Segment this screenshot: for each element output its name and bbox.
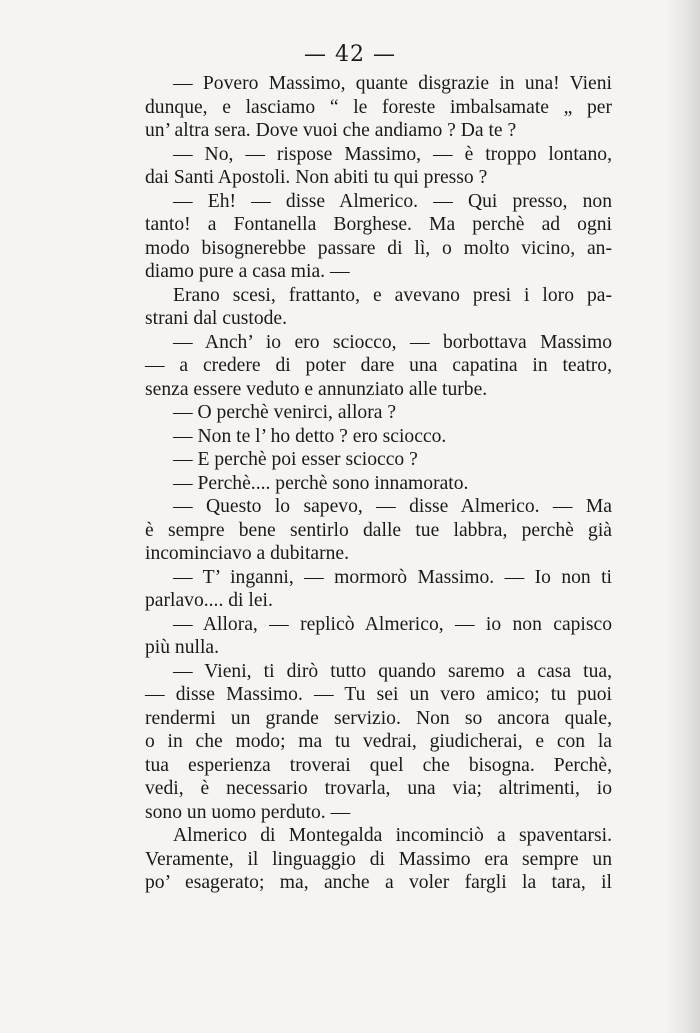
text-line: — Questo lo sapevo, — disse Almerico. — Ma <box>173 496 612 517</box>
text-line: — O perchè venirci, allora ? <box>173 402 397 423</box>
text-line: o in che modo; ma tu vedrai, giudicherai, e con la <box>145 731 612 752</box>
text-line: senza essere veduto e annunziato alle turbe. <box>145 378 488 400</box>
text-line: — disse Massimo. — Tu sei un vero amico; tu puoi <box>145 684 612 705</box>
text-line: sono un uomo perduto. — <box>145 801 351 823</box>
text-line: è sempre bene sentirlo dalle tue labbra, perchè già <box>145 519 612 541</box>
text-line: dunque, e lasciamo “ le foreste imbalsamate „ per <box>145 96 612 118</box>
text-line: rendermi un grande servizio. Non so ancora quale, <box>145 707 612 729</box>
text-line: Almerico di Montegalda incominciò a spaventarsi. <box>173 825 612 846</box>
text-line: tanto! a Fontanella Borghese. Ma perchè ad ogni <box>145 214 612 235</box>
text-line: — Eh! — disse Almerico. — Qui presso, non <box>173 190 612 212</box>
text-line: — Anch’ io ero sciocco, — borbottava Massimo <box>173 331 612 353</box>
text-line: Veramente, il linguaggio di Massimo era sempre un <box>145 848 612 870</box>
text-line: diamo pure a casa mia. — <box>145 261 350 282</box>
text-line: — E perchè poi esser sciocco ? <box>173 449 418 470</box>
text-line: — Non te l’ ho detto ? ero sciocco. <box>173 425 447 447</box>
page-number: — 42 — <box>304 42 396 67</box>
text-line: parlavo.... di lei. <box>145 590 273 611</box>
text-line: modo bisognerebbe passare di lì, o molto vicino, an- <box>145 237 612 259</box>
text-line: un’ altra sera. Dove vuoi che andiamo ? Da te ? <box>145 120 517 141</box>
text-line: dai Santi Apostoli. Non abiti tu qui presso ? <box>145 167 488 188</box>
text-line: incominciavo a dubitarne. <box>145 543 350 564</box>
text-line: — Povero Massimo, quante disgrazie in una! Vieni <box>173 73 612 94</box>
text-line: strani dal custode. <box>145 308 288 329</box>
text-line: — a credere di poter dare una capatina in teatro, <box>145 355 612 376</box>
body-text <box>145 72 612 895</box>
text-line: po’ esagerato; ma, anche a voler fargli la tara, il <box>145 872 612 893</box>
text-line: più nulla. <box>145 637 220 658</box>
text-line: — Vieni, ti dirò tutto quando saremo a casa tua, <box>173 660 612 682</box>
text-line: — Perchè.... perchè sono innamorato. <box>173 472 469 494</box>
text-line: Erano scesi, frattanto, e avevano presi i loro pa- <box>173 284 612 306</box>
text-line: — T’ inganni, — mormorò Massimo. — Io non ti <box>173 566 612 588</box>
text-line: — No, — rispose Massimo, — è troppo lontano, <box>173 143 612 165</box>
text-line: tua esperienza troverai quel che bisogna. Perchè, <box>145 754 612 776</box>
text-line: — Allora, — replicò Almerico, — io non capisco <box>173 613 612 635</box>
text-line: vedi, è necessario trovarla, una via; altrimenti, io <box>145 778 612 799</box>
